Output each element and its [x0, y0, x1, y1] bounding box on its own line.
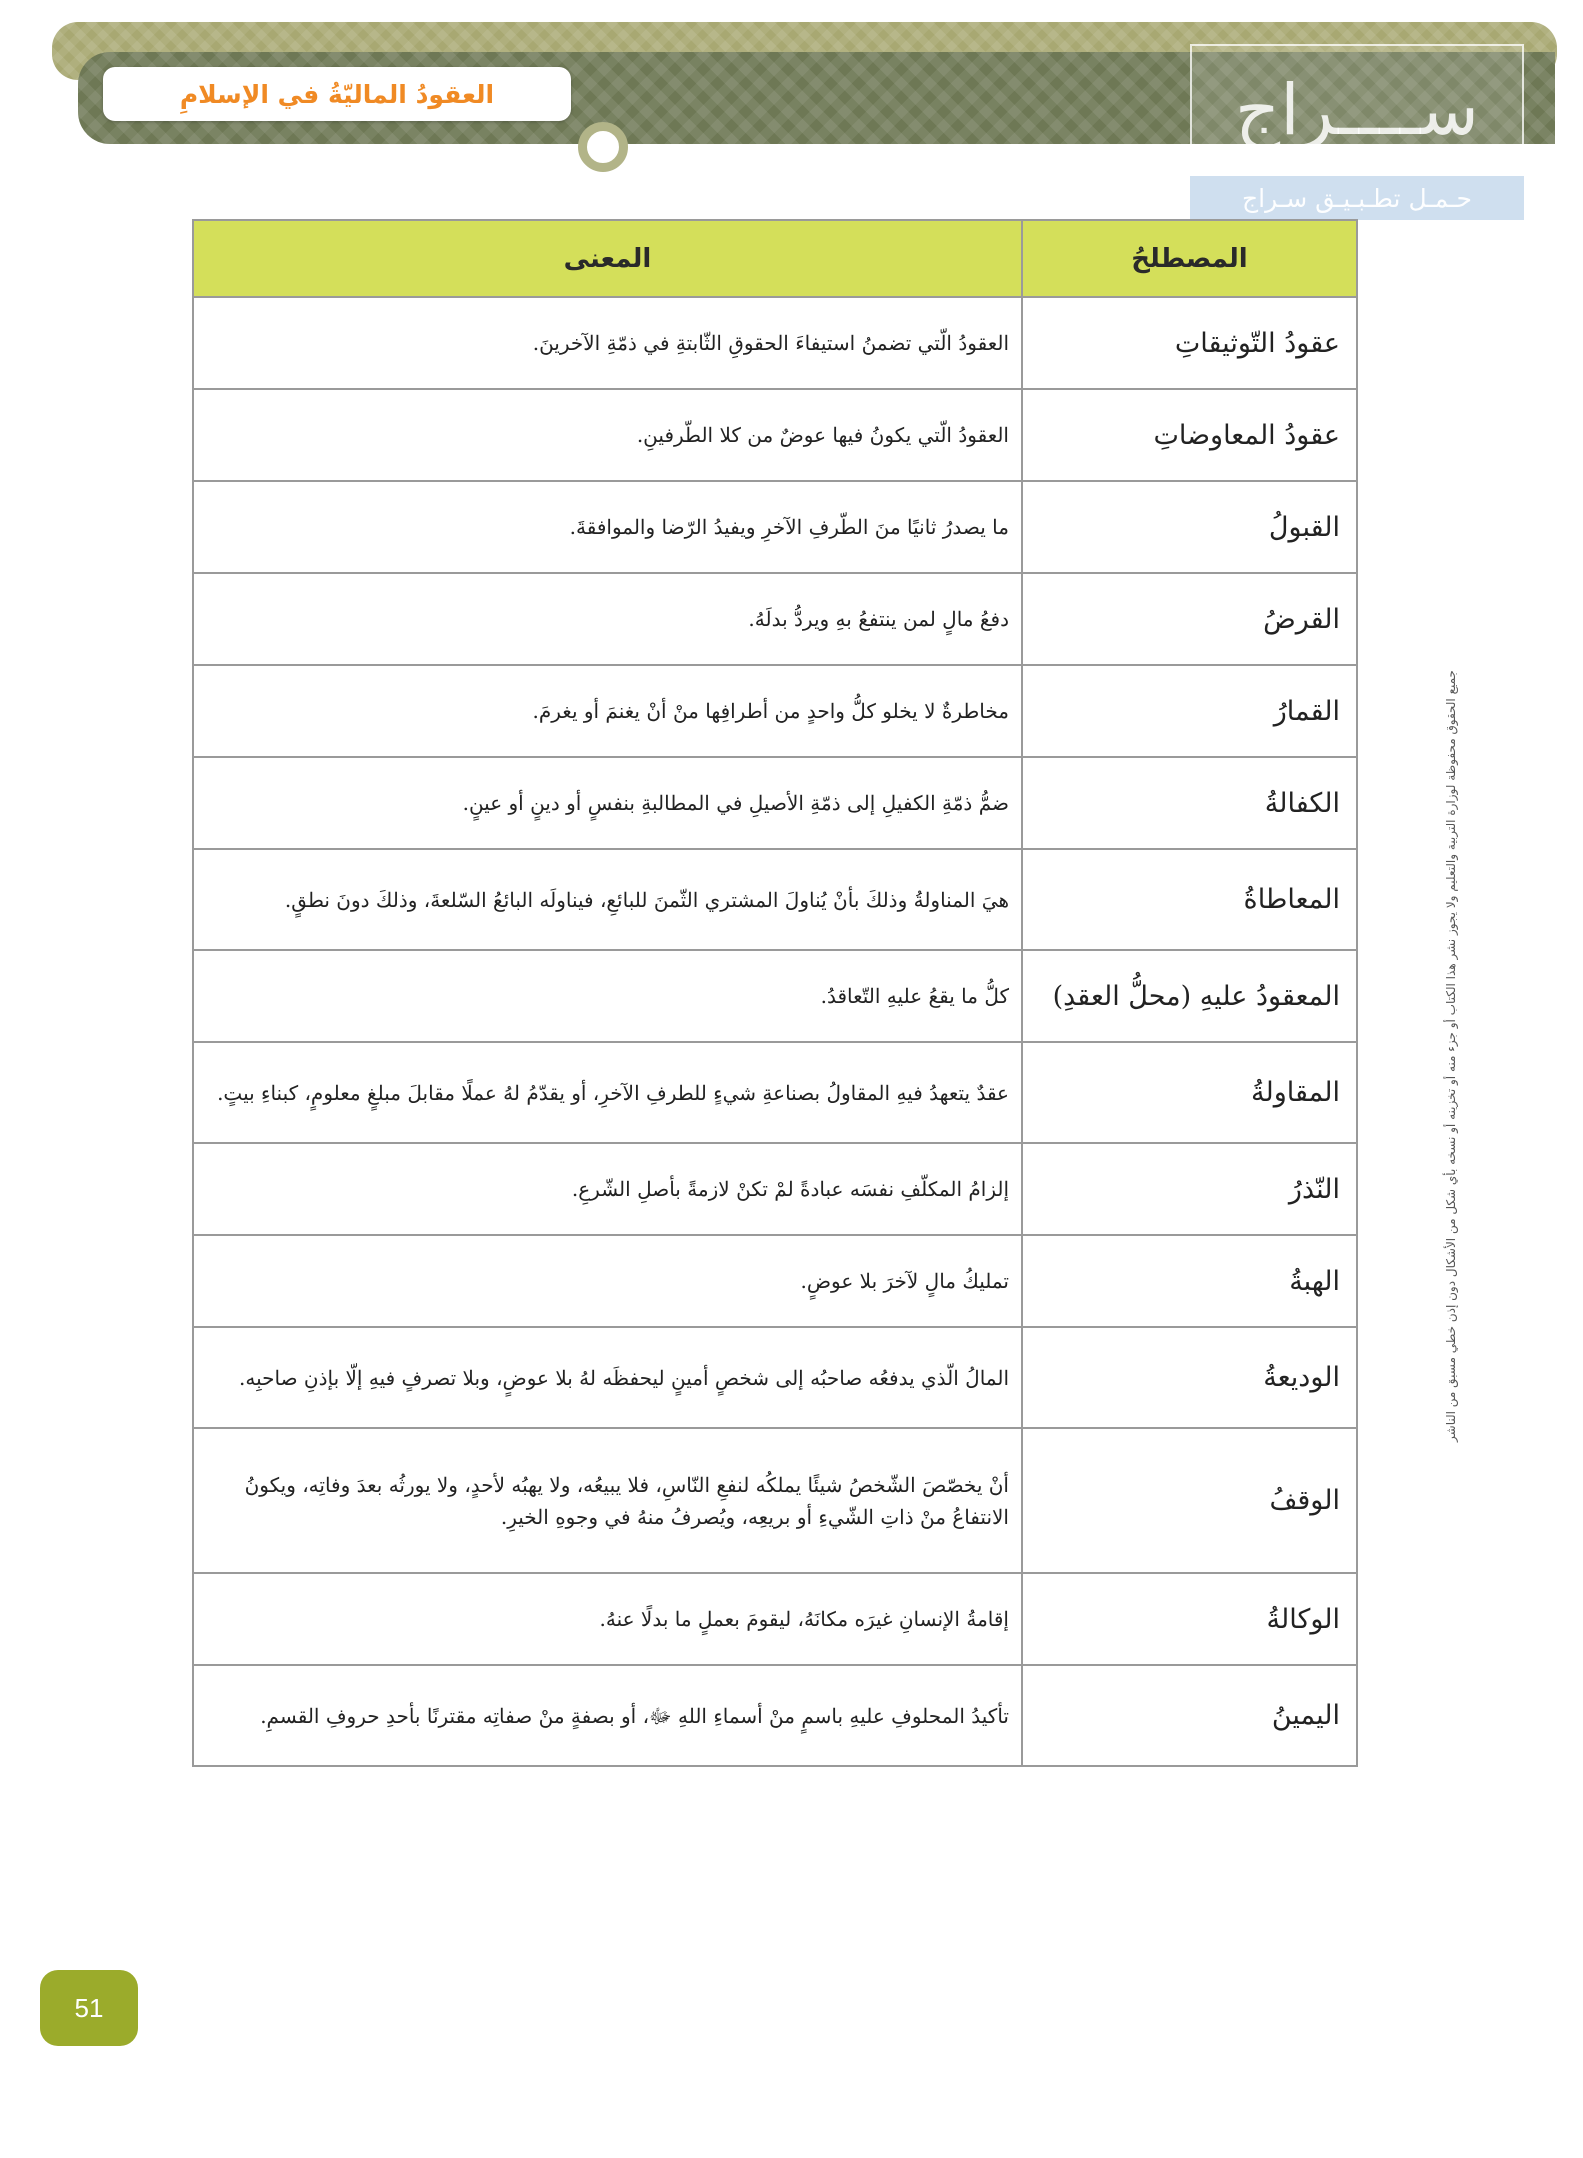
logo-watermark [1190, 44, 1524, 176]
meaning-cell: تمليكُ مالٍ لآخرَ بلا عوضٍ. [193, 1235, 1022, 1327]
term-cell: الوقفُ [1022, 1428, 1357, 1573]
meaning-cell: المالُ الّذي يدفعُه صاحبُه إلى شخصٍ أمينٍ ليحفظَه لهُ بلا عوضٍ، وبلا تصرفٍ فيهِ إلّا بإذنِ صاحبِه. [193, 1327, 1022, 1428]
term-cell: القبولُ [1022, 481, 1357, 573]
table-row [193, 1665, 1357, 1766]
meaning-cell: ضمُّ ذمّةِ الكفيلِ إلى ذمّةِ الأصيلِ في المطالبةِ بنفسٍ أو دينٍ أو عينٍ. [193, 757, 1022, 849]
table-row [193, 757, 1357, 849]
meaning-cell: هيَ المناولةُ وذلكَ بأنْ يُناولَ المشتري الثّمنَ للبائعِ، فيناولَه البائعُ السّلعةَ، وذلكَ دونَ نطقٍ. [193, 849, 1022, 950]
table-row [193, 665, 1357, 757]
table-row [193, 950, 1357, 1042]
term-cell: المعاطاةُ [1022, 849, 1357, 950]
chapter-title: العقودُ الماليّةُ في الإسلامِ [179, 79, 495, 109]
term-cell: النّذرُ [1022, 1143, 1357, 1235]
term-cell: القمارُ [1022, 665, 1357, 757]
page-number-badge [40, 1970, 138, 2046]
term-cell: الوديعةُ [1022, 1327, 1357, 1428]
term-cell: المعقودُ عليهِ (محلُّ العقدِ) [1022, 950, 1357, 1042]
table-row [193, 481, 1357, 573]
table-row [193, 1327, 1357, 1428]
meaning-cell: مخاطرةٌ لا يخلو كلُّ واحدٍ من أطرافِها منْ أنْ يغنمَ أو يغرمَ. [193, 665, 1022, 757]
table-row [193, 1042, 1357, 1143]
logo-subtitle: حـمـل تطـبـيـق سـراج [1242, 183, 1472, 213]
copyright-notice [1437, 497, 1465, 1615]
banner-ring-ornament [578, 122, 628, 172]
term-cell: المقاولةُ [1022, 1042, 1357, 1143]
table-row [193, 1428, 1357, 1573]
header-term: المصطلحُ [1022, 220, 1357, 297]
meaning-cell: تأكيدُ المحلوفِ عليهِ باسمٍ منْ أسماءِ اللهِ ﷻ، أو بصفةٍ منْ صفاتِه مقترنًا بأحدِ حروفِ القسمِ. [193, 1665, 1022, 1766]
header-meaning: المعنى [193, 220, 1022, 297]
table-row [193, 573, 1357, 665]
table-row [193, 297, 1357, 389]
terms-table [192, 219, 1358, 1767]
table-row [193, 1235, 1357, 1327]
term-cell: الوكالةُ [1022, 1573, 1357, 1665]
table-row [193, 1143, 1357, 1235]
term-cell: اليمينُ [1022, 1665, 1357, 1766]
meaning-cell: عقدٌ يتعهدُ فيهِ المقاولُ بصناعةِ شيءٍ للطرفِ الآخرِ، أو يقدّمُ لهُ عملًا مقابلَ مبلغٍ معلومٍ، كبناءِ بيتٍ. [193, 1042, 1022, 1143]
chapter-title-box [103, 67, 571, 121]
term-cell: عقودُ التّوثيقاتِ [1022, 297, 1357, 389]
table-header-row [193, 220, 1357, 297]
meaning-cell: العقودُ الّتي تضمنُ استيفاءَ الحقوقِ الثّابتةِ في ذمّةِ الآخرينَ. [193, 297, 1022, 389]
term-cell: الهبةُ [1022, 1235, 1357, 1327]
logo-subtitle-strip [1190, 176, 1524, 220]
meaning-cell: العقودُ الّتي يكونُ فيها عوضٌ من كلا الطّرفينِ. [193, 389, 1022, 481]
meaning-cell: ما يصدرُ ثانيًا منَ الطّرفِ الآخرِ ويفيدُ الرّضا والموافقةَ. [193, 481, 1022, 573]
term-cell: عقودُ المعاوضاتِ [1022, 389, 1357, 481]
meaning-cell: إلزامُ المكلّفِ نفسَه عبادةً لمْ تكنْ لازمةً بأصلِ الشّرعِ. [193, 1143, 1022, 1235]
logo-text: ســــراج [1235, 69, 1479, 151]
page-number: 51 [74, 1992, 104, 2023]
table-row [193, 1573, 1357, 1665]
term-cell: القرضُ [1022, 573, 1357, 665]
table-row [193, 389, 1357, 481]
meaning-cell: كلُّ ما يقعُ عليهِ التّعاقدُ. [193, 950, 1022, 1042]
meaning-cell: دفعُ مالٍ لمن ينتفعُ بهِ ويردُّ بدلَهُ. [193, 573, 1022, 665]
meaning-cell: أنْ يخصّصَ الشّخصُ شيئًا يملكُه لنفعِ النّاسِ، فلا يبيعُه، ولا يهبُه لأحدٍ، ولا يورثُه بعدَ وفاتِه، ويكونُ الانتفاعُ منْ ذاتِ الشّيءِ أو بريعِه، ويُصرفُ منهُ في وجوهِ الخيرِ. [193, 1428, 1022, 1573]
term-cell: الكفالةُ [1022, 757, 1357, 849]
copyright-text: جميع الحقوق محفوظة لوزارة التربية والتعليم ولا يجوز نشر هذا الكتاب أو جزء منه أو تخزينه أو نسخه بأي شكل من الأشكال دون إذن خطي مسبق من الناشر [1444, 670, 1458, 1442]
table-row [193, 849, 1357, 950]
meaning-cell: إقامةُ الإنسانِ غيرَه مكانَهُ، ليقومَ بعملٍ ما بدلًا عنهُ. [193, 1573, 1022, 1665]
